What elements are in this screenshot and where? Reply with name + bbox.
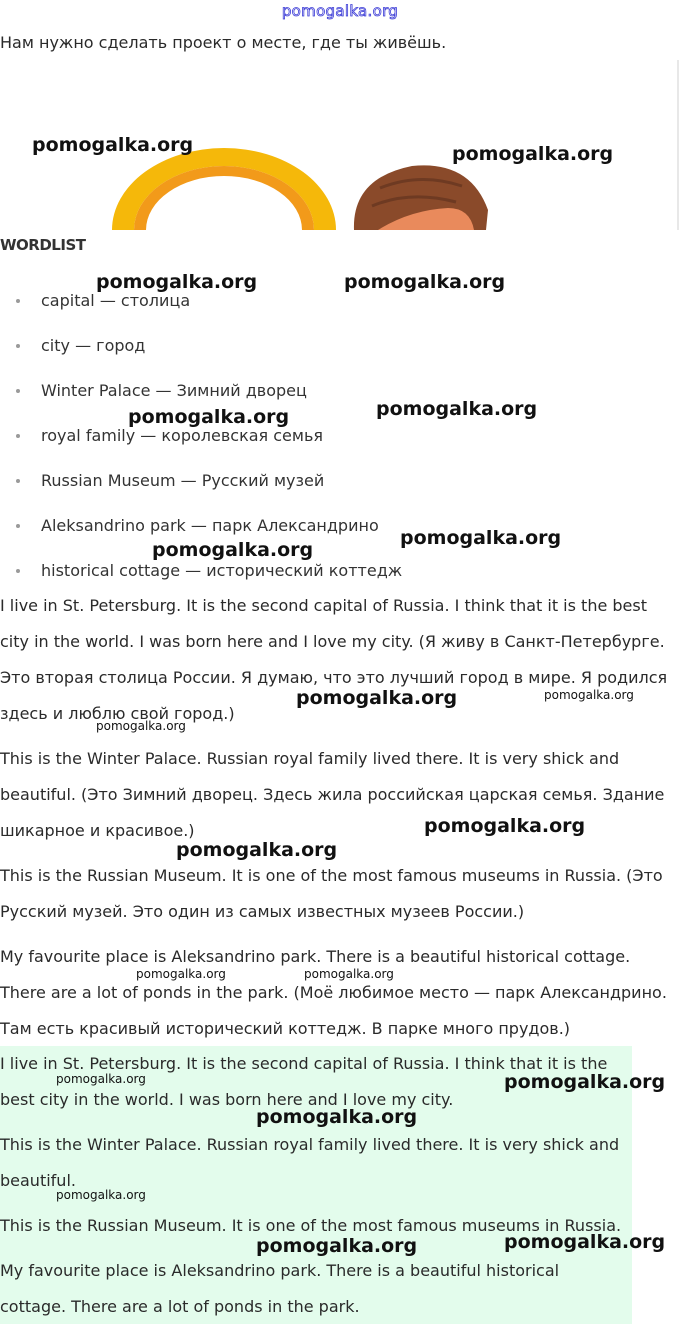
watermark: pomogalka.org	[376, 398, 538, 420]
watermark: pomogalka.org	[56, 1188, 146, 1202]
paragraph-1: I live in St. Petersburg. It is the second capital of Russia. I think that it is the best city in the world. I was born here and I love my city. (Я живу в Санкт-Петербурге. Это вторая столица России. Я думаю, что это лучший город в мире. Я родился здесь и люблю свой город.)	[0, 596, 668, 723]
wordlist-item-text: historical cottage — исторический коттедж	[41, 561, 403, 580]
watermark: pomogalka.org	[296, 687, 458, 709]
watermark: pomogalka.org	[152, 539, 314, 561]
wordlist-item-text: city — город	[41, 336, 146, 355]
bullet-icon	[16, 389, 20, 393]
watermark: pomogalka.org	[56, 1072, 146, 1086]
watermark: pomogalka.org	[504, 1231, 666, 1253]
answer-paragraph-2: This is the Winter Palace. Russian royal family lived there. It is very shick and beautiful.	[0, 1135, 620, 1190]
bullet-icon	[16, 524, 20, 528]
scrollbar-edge	[677, 60, 679, 230]
wordlist-item	[0, 323, 402, 368]
bullet-icon	[16, 434, 20, 438]
wordlist-item-text: Russian Museum — Русский музей	[41, 471, 325, 490]
bullet-icon	[16, 569, 20, 573]
watermark: pomogalka.org	[176, 839, 338, 861]
watermark: pomogalka.org	[256, 1106, 418, 1128]
watermark: pomogalka.org	[452, 143, 614, 165]
watermark: pomogalka.org	[400, 527, 562, 549]
watermark: pomogalka.org	[344, 271, 506, 293]
bullet-icon	[16, 299, 20, 303]
wordlist-item-text: royal family — королевская семья	[41, 426, 324, 445]
answer-paragraph-3: This is the Russian Museum. It is one of the most famous museums in Russia.	[0, 1216, 622, 1235]
answer-paragraph-1: I live in St. Petersburg. It is the second capital of Russia. I think that it is the best city in the world. I was born here and I love my city.	[0, 1054, 608, 1109]
paragraph-2: This is the Winter Palace. Russian royal family lived there. It is very shick and beautiful. (Это Зимний дворец. Здесь жила российская царская семья. Здание шикарное и красивое.)	[0, 749, 665, 840]
watermark: pomogalka.org	[256, 1235, 418, 1257]
wordlist-item	[0, 458, 402, 503]
bullet-icon	[16, 479, 20, 483]
watermark: pomogalka.org	[136, 967, 226, 981]
watermark: pomogalka.org	[96, 719, 186, 733]
paragraph-3: This is the Russian Museum. It is one of the most famous museums in Russia. (Это Русский музей. Это один из самых известных музеев России.)	[0, 866, 663, 921]
wordlist-item-text: Winter Palace — Зимний дворец	[41, 381, 307, 400]
watermark: pomogalka.org	[504, 1071, 666, 1093]
answer-paragraph-4: My favourite place is Aleksandrino park. There is a beautiful historical cottage. There are a lot of ponds in the park.	[0, 1261, 560, 1316]
paragraph-4: My favourite place is Aleksandrino park. There is a beautiful historical cottage. There are a lot of ponds in the park. (Моё любимое место — парк Александрино. Там есть красивый исторический коттедж. В парке много прудов.)	[0, 947, 667, 1038]
watermark: pomogalka.org	[544, 688, 634, 702]
intro-text: Нам нужно сделать проект о месте, где ты живёшь.	[0, 33, 447, 52]
watermark: pomogalka.org	[32, 134, 194, 156]
site-watermark-top: pomogalka.org	[281, 2, 399, 20]
watermark: pomogalka.org	[304, 967, 394, 981]
bullet-icon	[16, 344, 20, 348]
watermark: pomogalka.org	[96, 271, 258, 293]
wordlist-item-text: capital — столица	[41, 291, 191, 310]
watermark: pomogalka.org	[424, 815, 586, 837]
watermark: pomogalka.org	[128, 406, 290, 428]
wordlist-item-text: Aleksandrino park — парк Александрино	[41, 516, 379, 535]
wordlist-title: WORDLIST	[0, 236, 86, 254]
